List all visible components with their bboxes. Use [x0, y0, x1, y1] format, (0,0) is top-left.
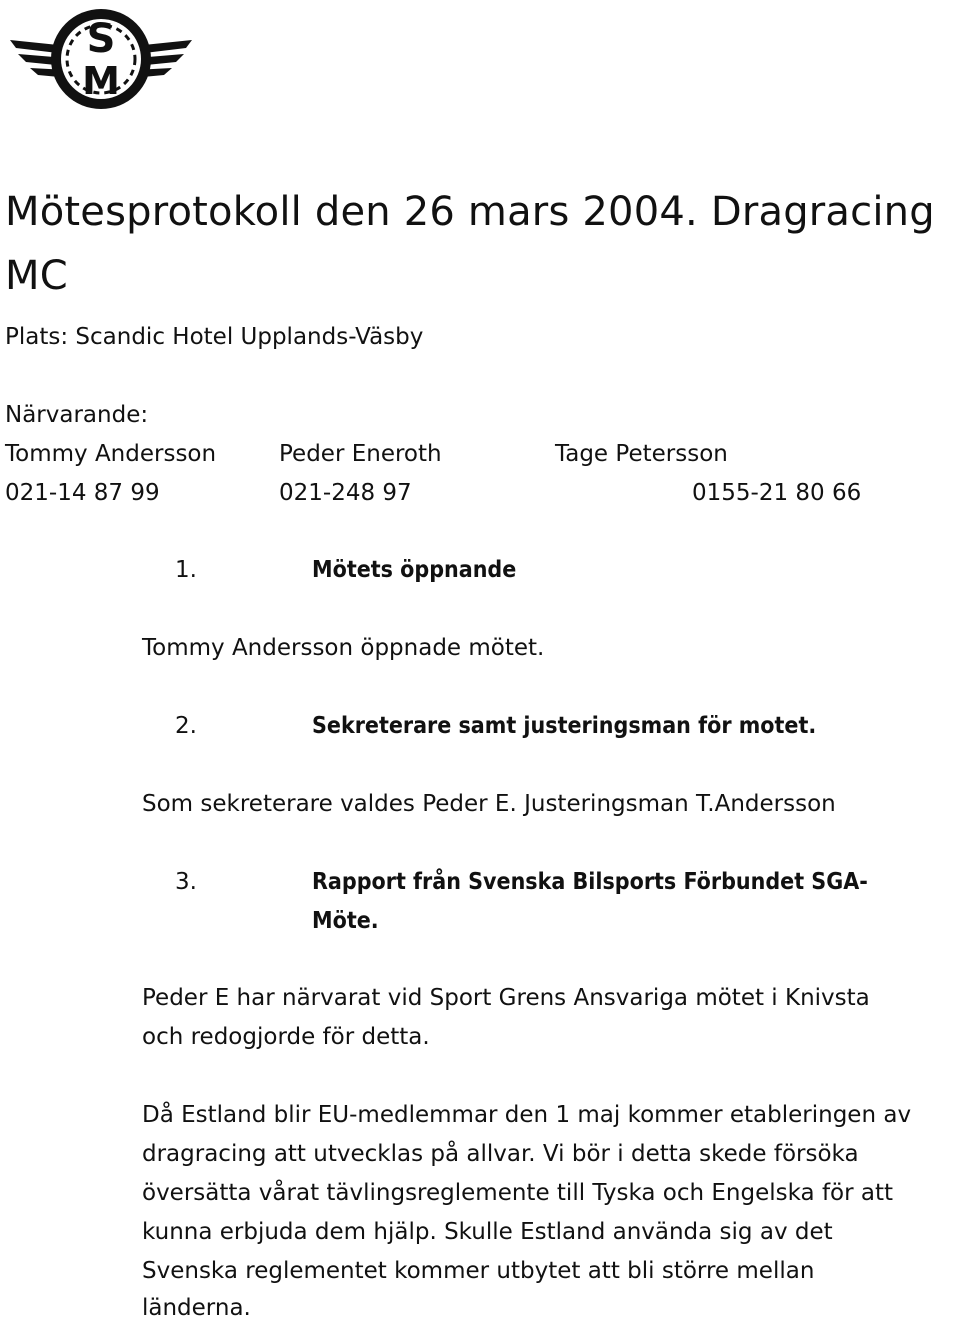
section-paragraph-line: kunna erbjuda dem hjälp. Skulle Estland använda sig av det: [142, 1219, 833, 1245]
attendee-name: Tage Petersson: [555, 441, 728, 467]
section-paragraph: Tommy Andersson öppnade mötet.: [142, 635, 545, 661]
section-heading: Sekreterare samt justeringsman för motet.: [312, 713, 817, 739]
attendee-name: Peder Eneroth: [279, 441, 442, 467]
logo-icon: [8, 2, 194, 116]
section-paragraph-line: länderna.: [142, 1295, 251, 1321]
section-paragraph-line: och redogjorde för detta.: [142, 1024, 430, 1050]
section-paragraph-line: översätta vårat tävlingsreglemente till Tyska och Engelska för att: [142, 1180, 894, 1206]
section-paragraph: Som sekreterare valdes Peder E. Justeringsman T.Andersson: [142, 791, 836, 817]
logo-letter-s: S: [86, 16, 116, 62]
document-title-line1: Mötesprotokoll den 26 mars 2004. Dragracing: [5, 189, 935, 235]
section-number: 3.: [175, 869, 197, 895]
section-paragraph-line: Svenska reglementet kommer utbytet att bli större mellan: [142, 1258, 815, 1284]
attendee-phone: 021-14 87 99: [5, 480, 160, 506]
section-number: 1.: [175, 557, 197, 583]
section-paragraph-line: Då Estland blir EU-medlemmar den 1 maj kommer etableringen av: [142, 1102, 912, 1128]
attendees-label: Närvarande:: [5, 402, 149, 428]
section-heading: Möte.: [312, 908, 379, 934]
section-number: 2.: [175, 713, 197, 739]
section-paragraph-line: dragracing att utvecklas på allvar. Vi bör i detta skede försöka: [142, 1141, 859, 1167]
meeting-place: Plats: Scandic Hotel Upplands-Väsby: [5, 324, 424, 350]
attendee-name: Tommy Andersson: [5, 441, 217, 467]
attendee-phone: 021-248 97: [279, 480, 412, 506]
logo-letter-m: M: [82, 59, 120, 103]
document-title-line2: MC: [5, 253, 68, 299]
section-heading: Rapport från Svenska Bilsports Förbundet SGA-: [312, 869, 868, 895]
attendee-phone: 0155-21 80 66: [692, 480, 862, 506]
section-paragraph-line: Peder E har närvarat vid Sport Grens Ansvariga mötet i Knivsta: [142, 985, 870, 1011]
section-heading: Mötets öppnande: [312, 557, 517, 583]
